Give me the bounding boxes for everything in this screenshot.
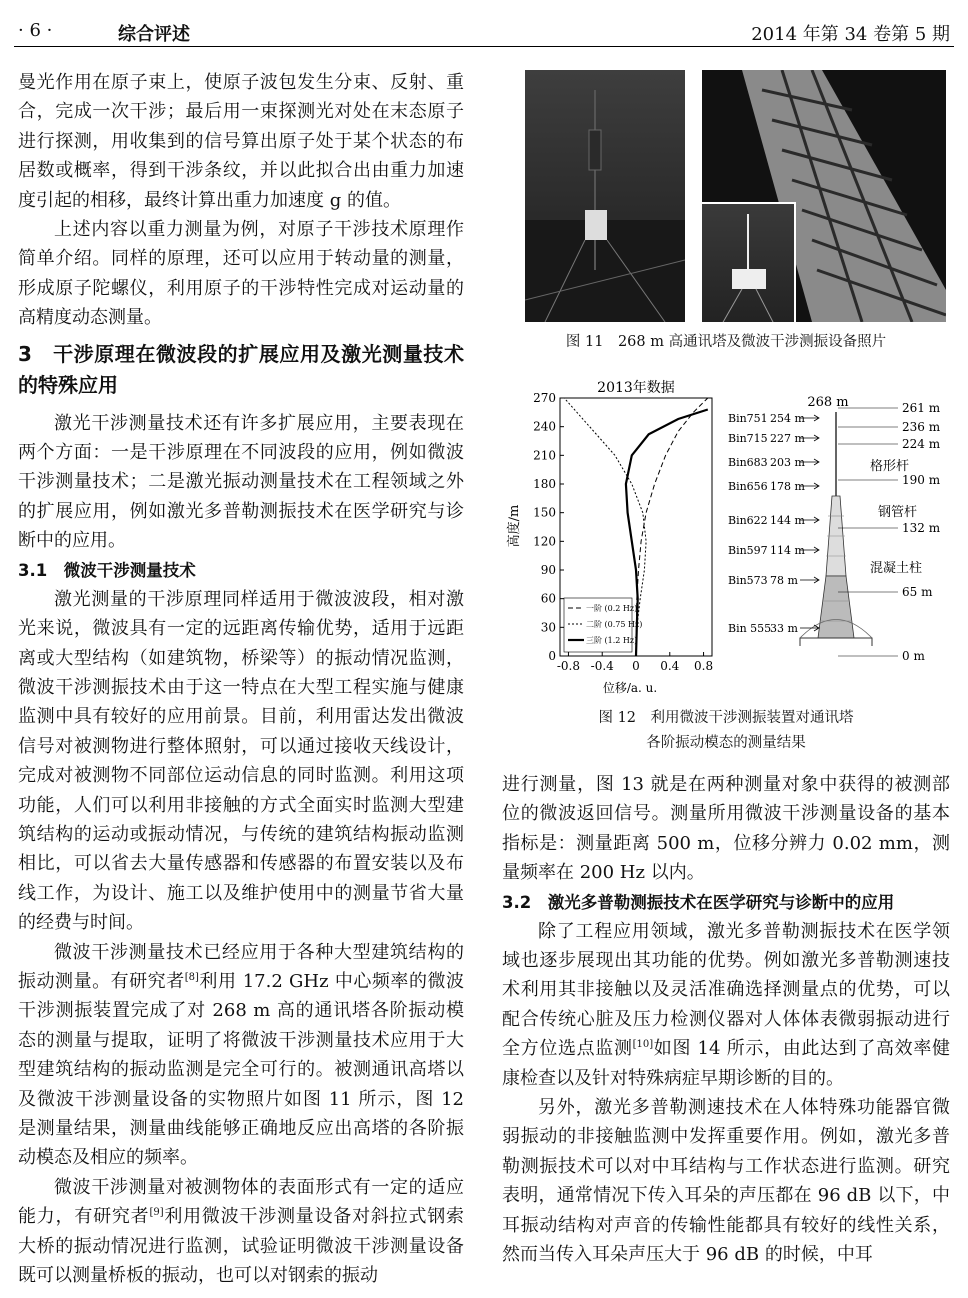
subsection-heading: 3.2 激光多普勒测振技术在医学研究与诊断中的应用 bbox=[502, 892, 895, 912]
bin-id: Bin656 bbox=[728, 480, 768, 493]
figure-11-caption: 图 11 268 m 高通讯塔及微波干涉测振设备照片 bbox=[565, 334, 887, 350]
figure-12-caption bbox=[502, 706, 950, 756]
level-label: 65 m bbox=[902, 585, 933, 599]
text: 微波干涉测量技术已经应用于各种大型建筑结构的振动测量。有研究者 bbox=[18, 941, 464, 992]
x-tick-label: -0.8 bbox=[556, 659, 581, 673]
caption-line: 各阶振动模态的测量结果 bbox=[646, 735, 806, 751]
legend bbox=[564, 598, 642, 652]
x-tick-label: 0 bbox=[632, 659, 640, 673]
right-column bbox=[502, 770, 950, 1270]
bin-id: Bin622 bbox=[728, 514, 768, 527]
text: 微波干涉测量对被测物体的表面形式有一定的适应能力，有研究者 bbox=[18, 1176, 464, 1228]
tower-schematic bbox=[800, 395, 872, 646]
journal-issue: 2014 年第 34 卷第 5 期 bbox=[751, 24, 950, 45]
figure-12 bbox=[500, 376, 950, 698]
subsection-heading: 3.1 微波干涉测量技术 bbox=[18, 560, 196, 580]
bin-height: 144 m bbox=[770, 514, 805, 527]
page-number: · 6 · bbox=[18, 20, 53, 41]
citation-10[interactable]: [10] bbox=[632, 1039, 654, 1051]
text: 利用微波干涉测量设备对斜拉式钢索大桥的振动情况进行监测，试验证明微波干涉测量设备既可以测量桥板的振动，也可以对钢索的振动 bbox=[18, 1206, 465, 1287]
y-tick-label: 0 bbox=[548, 649, 556, 663]
y-tick-label: 30 bbox=[540, 620, 556, 635]
bin-height: 178 m bbox=[770, 480, 805, 493]
citation-9[interactable]: [9] bbox=[149, 1207, 164, 1219]
level-label: 224 m bbox=[902, 437, 941, 451]
figure-12-svg bbox=[500, 376, 950, 698]
paragraph: 进行测量，图 13 就是在两种测量对象中获得的被测部位的微波返回信号。测量所用微波干涉测量设备的基本指标是：测量距离 500 m，位移分辨力 0.02 mm，测量频率在 200 Hz 以内。 bbox=[502, 774, 950, 884]
y-tick-label: 120 bbox=[533, 534, 556, 549]
bin-height: 254 m bbox=[770, 412, 805, 425]
x-axis-label: 位移/a. u. bbox=[602, 681, 658, 695]
chart-title: 2013年数据 bbox=[597, 380, 675, 396]
section-heading: 3 干涉原理在微波段的扩展应用及激光测量技术的特殊应用 bbox=[18, 341, 464, 397]
y-tick-label: 60 bbox=[540, 591, 556, 606]
paragraph: 另外，激光多普勒测速技术在人体特殊功能器官微弱振动的非接触监测中发挥重要作用。例如，激光多普勒测振技术可以对中耳结构与工作状态进行监测。研究表明，通常情况下传入耳朵的声压都在 96 dB 以下，中耳振动结构对声音的传输性能都具有较好的线性关系，然而当传入耳朵声压大于 96 dB 的时候，中耳 bbox=[502, 1097, 950, 1266]
bin-height: 78 m bbox=[770, 574, 798, 587]
paragraph bbox=[18, 1173, 464, 1291]
y-tick-label: 180 bbox=[533, 477, 556, 491]
y-tick-label: 150 bbox=[533, 505, 556, 520]
text: 利用 17.2 GHz 中心频率的微波干涉测振装置完成了对 268 m 高的通讯塔各阶振动模态的测量与提取，证明了将微波干涉测量技术应用于大型建筑结构的振动监测是完全可行的。被测通讯高塔以及微波干涉测量设备的实物照片如图 11 所示，图 12 是测量结果，测量曲线能够正确地反应出高塔的各阶振动模态及相应的频率。 bbox=[18, 970, 465, 1169]
y-tick-label: 270 bbox=[533, 391, 556, 405]
text: 除了工程应用领域，激光多普勒测振技术在医学领域也逐步展现出其功能的优势。例如激光多普勒测速技术利用其非接触以及灵活准确选择测量点的优势，可以配合传统心脏及压力检测仪器对人体体表微弱振动进行全方位选点监测 bbox=[502, 920, 950, 1060]
running-header bbox=[14, 12, 954, 47]
caption-line: 图 12 利用微波干涉测振装置对通讯塔 bbox=[598, 710, 854, 726]
tower-photo-right bbox=[702, 70, 946, 322]
level-label: 132 m bbox=[902, 521, 941, 535]
paragraph bbox=[502, 917, 950, 1093]
bin-id: Bin573 bbox=[728, 574, 768, 587]
bin-height: 203 m bbox=[770, 456, 805, 469]
bin-id: Bin715 bbox=[728, 432, 768, 445]
legend-label: 三阶 (1.2 Hz) bbox=[586, 636, 638, 645]
part-label-steel-tube: 钢管杆 bbox=[878, 505, 918, 520]
x-tick-label: 0.8 bbox=[694, 659, 714, 673]
bin-id: Bin 555 bbox=[728, 622, 772, 635]
legend-label: 二阶 (0.75 Hz) bbox=[586, 620, 643, 629]
bin-height: 114 m bbox=[770, 544, 805, 557]
level-label: 261 m bbox=[902, 401, 941, 415]
part-label-concrete: 混凝土柱 bbox=[870, 561, 923, 576]
paragraph bbox=[18, 938, 464, 1173]
bin-labels bbox=[728, 412, 819, 635]
bin-arrow bbox=[800, 577, 819, 583]
level-label: 0 m bbox=[902, 649, 925, 663]
y-tick-label: 210 bbox=[533, 448, 556, 463]
bin-id: Bin597 bbox=[728, 544, 768, 557]
bin-height: 33 m bbox=[770, 622, 798, 635]
bin-arrow bbox=[800, 625, 819, 631]
paragraph: 激光测量的干涉原理同样适用于微波波段，相对激光来说，微波具有一定的远距离传输优势，适用于远距离或大型结构（如建筑物，桥梁等）的振动情况监测，微波干涉测振技术由于这一特点在大型工程实施与健康监测中具有较好的应用前景。目前，利用雷达发出微波信号对被测物进行整体照射，可以通过接收天线设计，完成对被测物不同部位运动信息的同时监测。利用这项功能，人们可以利用非接触的方式全面实时监测大型建筑结构的运动或振动情况，与传统的建筑结构振动监测相比，可以省去大量传感器和传感器的布置安装以及布线工作，为设计、施工以及维护使用中的测量节省大量的经费与时间。 bbox=[18, 588, 464, 934]
y-tick-label: 240 bbox=[533, 419, 556, 434]
equipment-inset-photo bbox=[702, 202, 796, 322]
bin-id: Bin751 bbox=[728, 412, 768, 425]
y-tick-label: 90 bbox=[540, 563, 556, 577]
citation-8[interactable]: [8] bbox=[184, 971, 199, 983]
legend-label: 一阶 (0.2 Hz) bbox=[586, 604, 638, 613]
x-tick-label: -0.4 bbox=[590, 659, 614, 673]
text: 如图 14 所示，由此达到了高效率健康检查以及针对特殊病症早期诊断的目的。 bbox=[502, 1038, 950, 1089]
x-tick-label: 0.4 bbox=[660, 659, 680, 673]
level-label: 190 m bbox=[902, 473, 941, 487]
tower-photo-left bbox=[525, 70, 685, 322]
tower-height-label: 268 m bbox=[807, 395, 849, 410]
paragraph: 曼光作用在原子束上，使原子波包发生分束、反射、重合，完成一次干涉；最后用一束探测光对处在末态原子进行探测，用收集到的信号算出原子处于某个状态的布居数或概率，得到干涉条纹，并以此拟合出由重力加速度引起的相移，最终计算出重力加速度 g 的值。 bbox=[18, 72, 464, 211]
bin-id: Bin683 bbox=[728, 456, 768, 469]
level-label: 236 m bbox=[902, 420, 941, 434]
tower-photo-drawing bbox=[525, 70, 685, 322]
paragraph: 上述内容以重力测量为例，对原子干涉技术原理作简单介绍。同样的原理，还可以应用于转动量的测量，形成原子陀螺仪，利用原子的干涉特性完成对运动量的高精度动态测量。 bbox=[18, 219, 464, 329]
left-column bbox=[18, 68, 464, 1290]
bin-height: 227 m bbox=[770, 432, 805, 445]
section-title: 综合评述 bbox=[118, 24, 190, 45]
y-axis-label: 高度/m bbox=[507, 504, 522, 548]
paragraph: 激光干涉测量技术还有许多扩展应用，主要表现在两个方面：一是干涉原理在不同波段的应用，例如微波干涉测量技术；二是激光振动测量技术在工程领域之外的扩展应用，例如激光多普勒测振技术在医学研究与诊断中的应用。 bbox=[18, 412, 464, 552]
equipment-drawing bbox=[702, 204, 794, 322]
part-label-lattice: 格形杆 bbox=[870, 459, 910, 474]
